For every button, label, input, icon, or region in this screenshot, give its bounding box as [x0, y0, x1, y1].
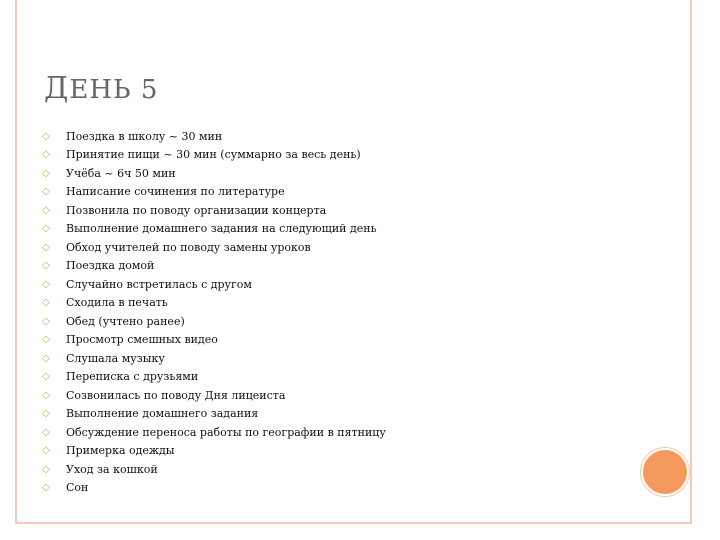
list-item — [40, 238, 386, 257]
list-item-text: Обед (учтено ранее) — [66, 314, 185, 328]
slide-title — [44, 71, 159, 106]
list-item-text: Слушала музыку — [66, 351, 165, 365]
list-item — [40, 442, 386, 461]
diamond-bullet-icon: ◇ — [42, 297, 50, 309]
diamond-bullet-icon: ◇ — [42, 352, 50, 364]
list-item-text: Выполнение домашнего задания на следующий день — [66, 222, 377, 236]
diamond-bullet-icon: ◇ — [42, 482, 50, 494]
diamond-bullet-icon: ◇ — [42, 408, 50, 420]
bullet-list — [40, 127, 386, 497]
diamond-bullet-icon: ◇ — [42, 334, 50, 346]
list-item — [40, 220, 386, 239]
list-item — [40, 405, 386, 424]
list-item-text: Примерка одежды — [66, 444, 175, 458]
diamond-bullet-icon: ◇ — [42, 315, 50, 327]
list-item-text: Переписка с друзьями — [66, 370, 199, 384]
accent-circle — [641, 448, 689, 496]
diamond-bullet-icon: ◇ — [42, 371, 50, 383]
diamond-bullet-icon: ◇ — [42, 463, 50, 475]
list-item — [40, 386, 386, 405]
title-first-letter: Д — [44, 71, 70, 106]
list-item-text: Выполнение домашнего задания — [66, 407, 259, 421]
diamond-bullet-icon: ◇ — [42, 130, 50, 142]
list-item — [40, 312, 386, 331]
list-item — [40, 368, 386, 387]
list-item-text: Созвонилась по поводу Дня лицеиста — [66, 388, 286, 402]
list-item — [40, 127, 386, 146]
list-item-text: Просмотр смешных видео — [66, 333, 218, 347]
diamond-bullet-icon: ◇ — [42, 278, 50, 290]
list-item-text: Сходила в печать — [66, 296, 168, 310]
list-item — [40, 423, 386, 442]
diamond-bullet-icon: ◇ — [42, 167, 50, 179]
list-item-text: Учёба ~ 6ч 50 мин — [66, 166, 176, 180]
diamond-bullet-icon: ◇ — [42, 260, 50, 272]
list-item-text: Поездка домой — [66, 259, 155, 273]
list-item — [40, 201, 386, 220]
diamond-bullet-icon: ◇ — [42, 149, 50, 161]
list-item-text: Обсуждение переноса работы по географии в пятницу — [66, 425, 386, 439]
list-item — [40, 460, 386, 479]
diamond-bullet-icon: ◇ — [42, 186, 50, 198]
list-item — [40, 257, 386, 276]
list-item — [40, 183, 386, 202]
diamond-bullet-icon: ◇ — [42, 204, 50, 216]
list-item — [40, 146, 386, 165]
list-item — [40, 479, 386, 498]
list-item-text: Уход за кошкой — [66, 462, 158, 476]
list-item — [40, 294, 386, 313]
list-item — [40, 164, 386, 183]
diamond-bullet-icon: ◇ — [42, 445, 50, 457]
list-item-text: Принятие пищи ~ 30 мин (суммарно за весь день) — [66, 148, 361, 162]
diamond-bullet-icon: ◇ — [42, 426, 50, 438]
list-item — [40, 331, 386, 350]
diamond-bullet-icon: ◇ — [42, 241, 50, 253]
list-item-text: Обход учителей по поводу замены уроков — [66, 240, 311, 254]
diamond-bullet-icon: ◇ — [42, 389, 50, 401]
list-item-text: Позвонила по поводу организации концерта — [66, 203, 327, 217]
list-item-text: Случайно встретилась с другом — [66, 277, 252, 291]
list-item — [40, 275, 386, 294]
diamond-bullet-icon: ◇ — [42, 223, 50, 235]
list-item-text: Сон — [66, 481, 89, 495]
list-item-text: Поездка в школу ~ 30 мин — [66, 129, 223, 143]
title-rest: ЕНЬ 5 — [69, 75, 159, 105]
list-item-text: Написание сочинения по литературе — [66, 185, 285, 199]
list-item — [40, 349, 386, 368]
